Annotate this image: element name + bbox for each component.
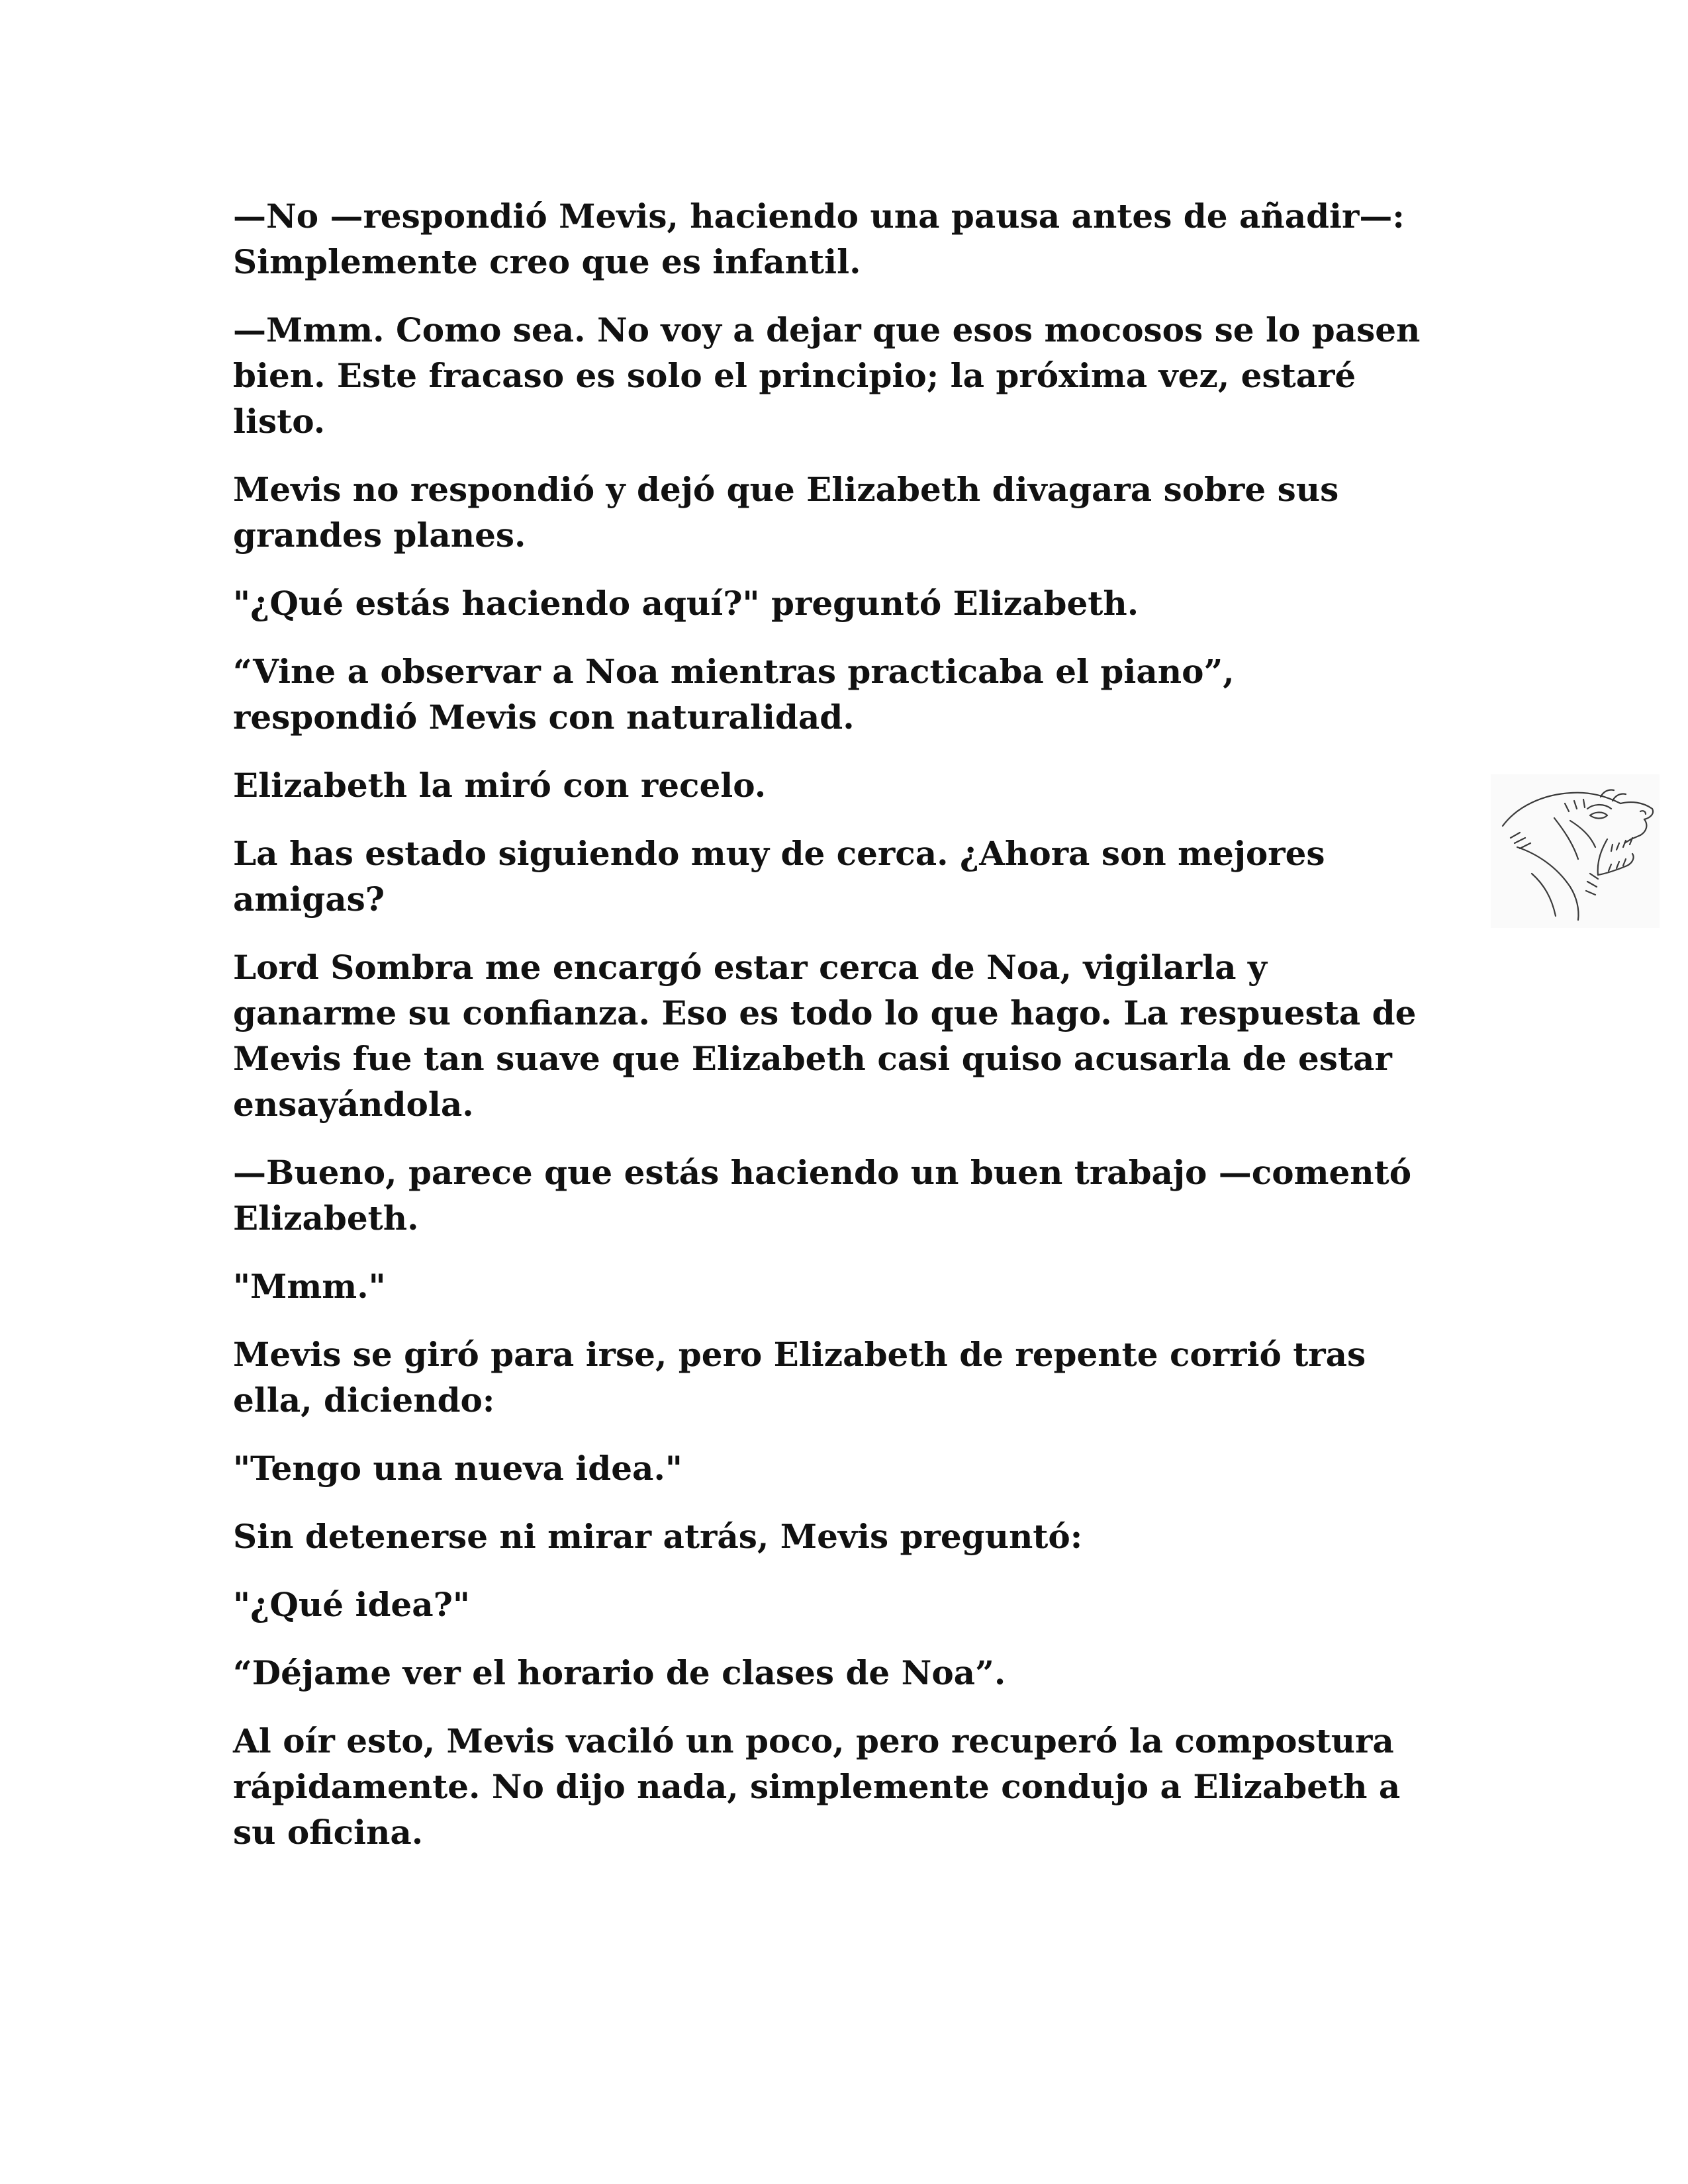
- paragraph: “Vine a observar a Noa mientras practicaba el piano”, respondió Mevis con naturalidad.: [233, 652, 1235, 737]
- paragraph: —Bueno, parece que estás haciendo un buen trabajo —comentó Elizabeth.: [233, 1153, 1412, 1238]
- body-text: [233, 193, 1464, 1878]
- paragraph: "Tengo una nueva idea.": [233, 1449, 682, 1488]
- paragraph: —Mmm. Como sea. No voy a dejar que esos mocosos se lo pasen bien. Este fracaso es solo el principio; la próxima vez, estaré listo.: [233, 310, 1421, 441]
- paragraph: "¿Qué idea?": [233, 1585, 470, 1624]
- paragraph: "¿Qué estás haciendo aquí?" preguntó Elizabeth.: [233, 584, 1139, 623]
- paragraph: "Mmm.": [233, 1267, 386, 1306]
- paragraph: Mevis no respondió y dejó que Elizabeth divagara sobre sus grandes planes.: [233, 470, 1339, 555]
- paragraph: Mevis se giró para irse, pero Elizabeth de repente corrió tras ella, diciendo:: [233, 1335, 1366, 1420]
- paragraph: —No —respondió Mevis, haciendo una pausa antes de añadir—: Simplemente creo que es infantil.: [233, 197, 1405, 281]
- paragraph: Sin detenerse ni mirar atrás, Mevis preguntó:: [233, 1517, 1083, 1556]
- paragraph: La has estado siguiendo muy de cerca. ¿Ahora son mejores amigas?: [233, 834, 1325, 919]
- paragraph: Lord Sombra me encargó estar cerca de Noa, vigilarla y ganarme su confianza. Eso es todo lo que hago. La respuesta de Mevis fue tan suave que Elizabeth casi quiso acusarla de estar ensayándola.: [233, 948, 1417, 1124]
- dinosaur-head-sketch-icon: [1491, 774, 1660, 928]
- paragraph: “Déjame ver el horario de clases de Noa”.: [233, 1653, 1006, 1692]
- paragraph: Al oír esto, Mevis vaciló un poco, pero recuperó la compostura rápidamente. No dijo nada, simplemente condujo a Elizabeth a su oficina.: [233, 1721, 1401, 1852]
- paragraph: Elizabeth la miró con recelo.: [233, 766, 767, 805]
